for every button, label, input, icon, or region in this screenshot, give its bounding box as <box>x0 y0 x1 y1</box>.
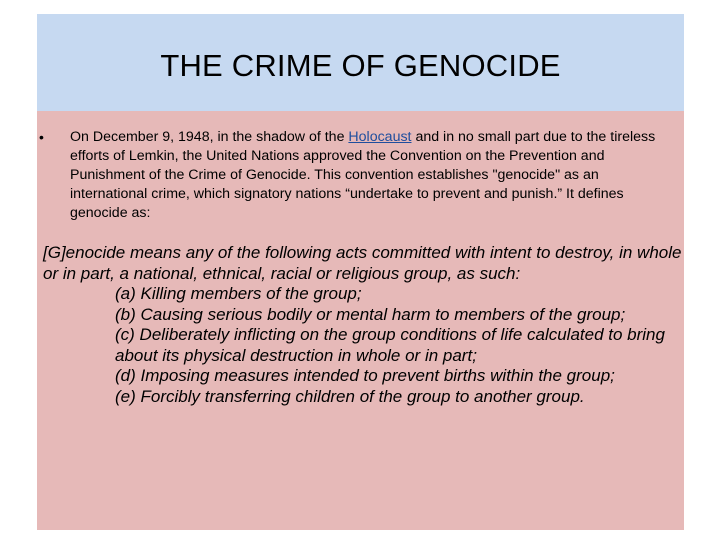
title-bar <box>37 14 684 111</box>
slide <box>37 14 684 530</box>
bullet-text-after-link: and in no small part due to the tireless efforts of Lemkin, the United Nations approved the Convention on the Prevention and Punishment of the Crime of Genocide. This convention establishes "genocide" as an international crime, which signatory nations “undertake to prevent and punish.” It defines genocide as: <box>70 129 656 221</box>
bullet-text-before-link: On December 9, 1948, in the shadow of the <box>70 129 349 145</box>
quote-item-d: (d) Imposing measures intended to prevent births within the group; <box>115 366 615 385</box>
genocide-definition-quote <box>43 243 683 407</box>
quote-item-b: (b) Causing serious bodily or mental harm to members of the group; <box>115 304 626 324</box>
quote-item-c: (c) Deliberately inflicting on the group conditions of life calculated to bring about its physical destruction in whole or in part; <box>115 325 665 365</box>
quote-item-e: (e) Forcibly transferring children of the group to another group. <box>115 386 585 406</box>
bullet-text <box>70 128 675 223</box>
slide-title: THE CRIME OF GENOCIDE <box>160 47 561 83</box>
bullet-marker: • <box>39 129 44 145</box>
quote-intro: [G]enocide means any of the following acts committed with intent to destroy, in whole or in part, a national, ethnical, racial or religious group, as such: <box>43 243 682 283</box>
holocaust-link[interactable]: Holocaust <box>348 129 412 145</box>
quote-item-a: (a) Killing members of the group; <box>115 284 362 303</box>
